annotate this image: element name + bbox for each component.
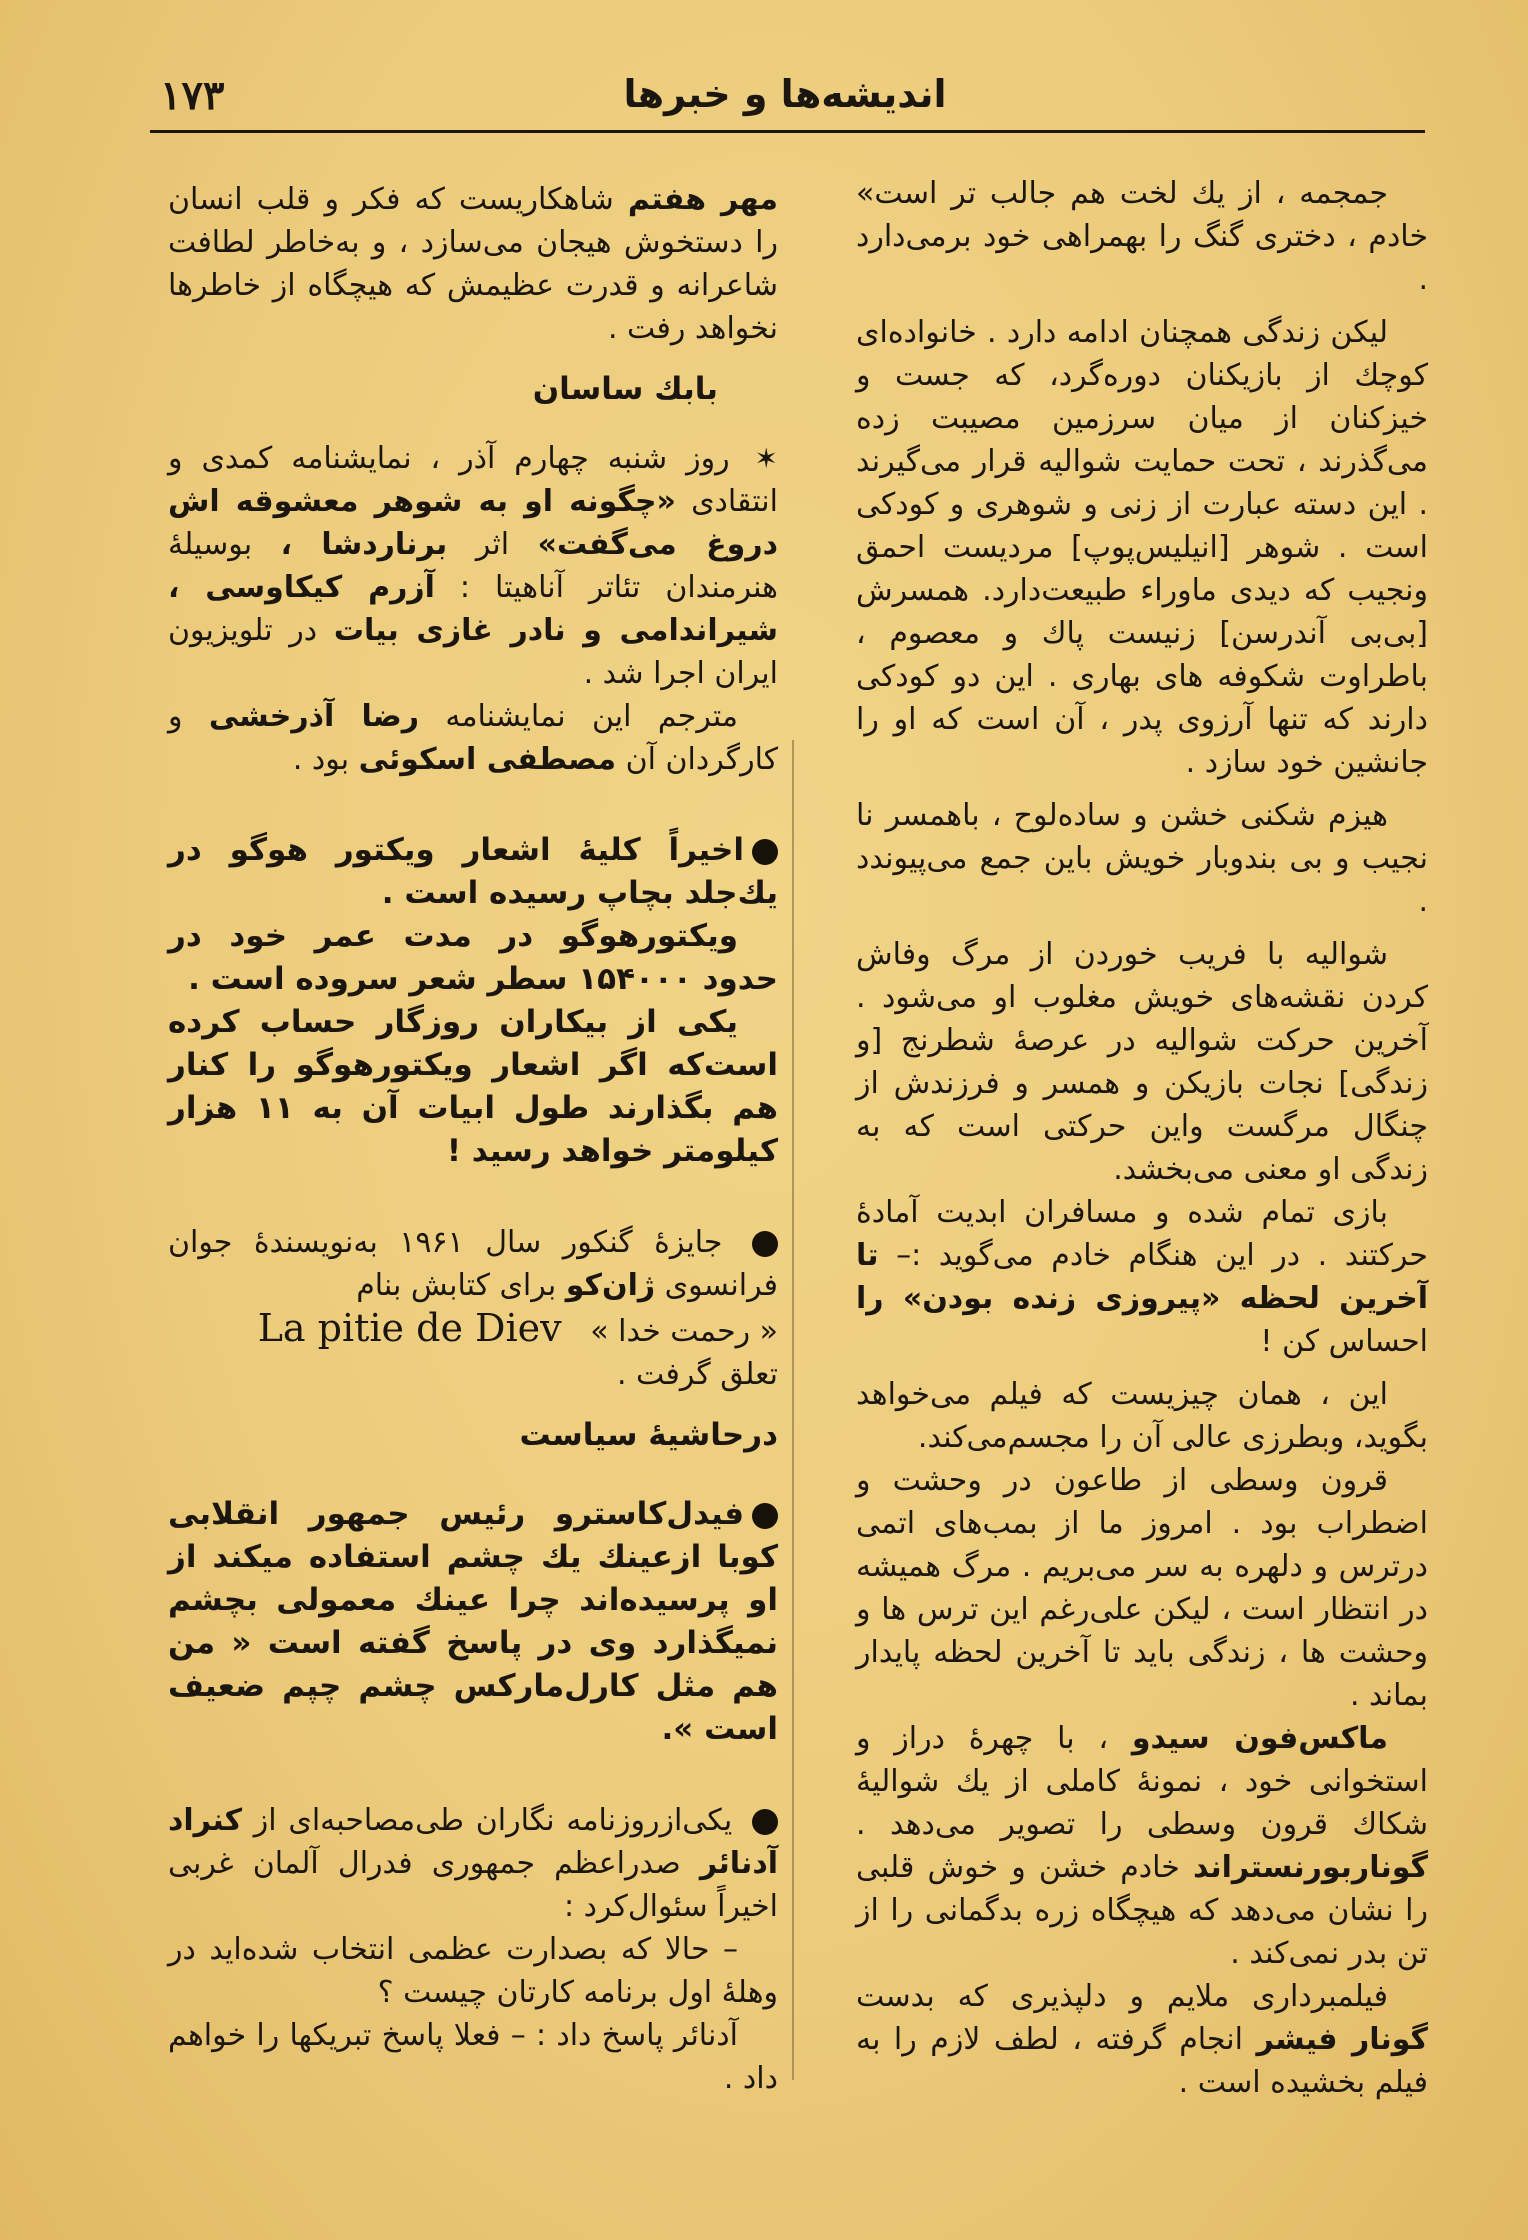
news-item-hugo: اخیراً کلیهٔ اشعار ویکتور هوگو در یك‌جلد بچاپ رسیده است . ویکتورهوگو در مدت عمر خود در حدود ۱۵۴۰۰۰ سطر شعر سروده است . یکی از بیکاران روزگار حساب کرده است‌که اگر اشعار ویکتورهوگو را کنار هم بگذارند طول ابیات آن به ۱۱ هزار کیلومتر خواهد رسید ! [168,832,779,1169]
quote-bold: تا آخرین لحظه «پیروزی زنده بودن» را [856,1238,1428,1316]
bullet-icon [752,1503,778,1529]
paragraph: این ، همان چیزیست که فیلم می‌خواهد بگوید، وبطرزی عالی آن را مجسم‌می‌کند. [856,1377,1428,1455]
header-rule [150,130,1425,133]
author-name: بابك ساسان [532,371,718,407]
news-item-castro: فیدل‌کاسترو رئیس جمهور انقلابی کوبا ازعینك یك چشم استفاده میکند از او پرسیده‌اند چرا عینك معمولی بچشم نمیگذارد وی در پاسخ گفته است « من هم مثل کارل‌مارکس چشم چپم ضعیف است ». [168,1496,778,1747]
cinematographer-name: گونار فیشر [1256,2022,1429,2057]
paragraph: جمجمه ، از یك لخت هم جالب تر است» خادم ، دختری گنگ را بهمراهی خود برمی‌دارد . [856,176,1428,297]
right-column [856,172,1428,2104]
page-header [150,62,1420,122]
paragraph: شوالیه با فریب خوردن از مرگ وفاش کردن نقشه‌های خویش مغلوب او می‌شود . آخرین حرکت شوالیه در عرصهٔ شطرنج [و زندگی] نجات بازیکن و همسر و فرزندش از چنگال مرگست واین حرکتی است که به زندگی او معنی می‌بخشد. [856,937,1428,1187]
paragraph: لیکن زندگی همچنان ادامه دارد . خانواده‌ای کوچك از بازیکنان دوره‌گرد، که جست و خیزکنان از میان سرزمین مصیبت زده می‌گذرند ، تحت حمایت شوالیه قرار می‌گیرند . این دسته عبارت از زنی و شوهری و کودکی است . شوهر [انیلیس‌پوپ] مردیست احمق ونجیب که دیدی ماوراء طبیعت‌دارد. همسرش [بی‌بی آندرسن] زنیست پاك و معصوم ، باطراوت شکوفه های بهاری . این دو کودکی دارند که تنها آرزوی پدر ، آن است که او را جانشین خود سازد . [856,315,1428,780]
section-title: درحاشیهٔ سیاست [519,1417,778,1453]
bullet-icon [752,839,778,865]
paragraph: فیلمبرداری ملایم و دلپذیری که بدست گونار فیشر انجام گرفته ، لطف لازم را به فیلم بخشیده است . [856,1979,1429,2100]
page-number: ۱۷۳ [160,72,225,119]
running-title: اندیشه‌ها و خبرها [623,72,947,116]
news-item: ✶ روز شنبه چهارم آذر ، نمایشنامه کمدی و انتقادی «چگونه او به شوهر معشوقه اش دروغ می‌گفت» اثر برناردشا ، بوسیلهٔ هنرمندان تئاتر آناهیتا : آزرم کیکاوسی ، شیراندامی و نادر غازی بیات در تلویزیون ایران اجرا شد . [168,441,779,691]
latin-title: La pitie de Diev [257,1306,562,1350]
news-item-adenauer: یکی‌ازروزنامه نگاران طی‌مصاحبه‌ای از کنراد آدنائر صدراعظم جمهوری فدرال آلمان غربی اخیراً سئوال‌کرد : [168,1803,778,1924]
star-icon: ✶ [754,442,778,475]
bullet-icon [752,1809,778,1835]
paragraph: قرون وسطی از طاعون در وحشت و اضطراب بود . امروز ما از بمب‌های اتمی درترس و دلهره به سر می‌بریم . مرگ همیشه در انتظار است ، لیکن علی‌رغم این ترس ها و وحشت ها ، زندگی باید تا آخرین لحظه پایدار بماند . [856,1463,1428,1713]
column-divider [792,740,794,2080]
paragraph: بازی تمام شده و مسافران ابدیت آمادهٔ حرکتند . در این هنگام خادم می‌گوید :– تا آخرین لحظه «پیروزی زنده بودن» را احساس کن ! [856,1195,1428,1359]
paragraph: ماکس‌فون سیدو ، با چهرهٔ دراز و استخوانی خود ، نمونهٔ کاملی از یك شوالیهٔ شکاك قرون وسطی را تصویر می‌دهد . گونار‌بورنستراند خادم خشن و خوش قلبی را نشان می‌دهد که هیچگاه زره بدگمانی را از تن بدر نمی‌کند . [856,1721,1428,1971]
paragraph: هیزم شکنی خشن و ساده‌لوح ، باهمسر نا نجیب و بی بندوبار خویش باین جمع می‌پیوندد . [856,798,1428,919]
actor-name: ماکس‌فون سیدو [1131,1721,1388,1756]
film-title: مهر هفتم [627,182,778,217]
news-item-goncourt: جایزهٔ گنکور سال ۱۹۶۱ به‌نویسندهٔ جوان فرانسوی ژان‌کو برای کتابش بنام [168,1225,778,1303]
news-item: مترجم این نمایشنامه رضا آذرخشی و کارگردان آن مصطفی اسکوئی بود . [168,699,778,777]
paragraph: مهر هفتم شاهکاریست که فکر و قلب انسان را دستخوش هیجان می‌سازد ، و به‌خاطر لطافت شاعرانه و قدرت عظیمش که هیچگاه از خاطرها نخواهد رفت . [168,182,778,346]
bullet-icon [752,1231,778,1257]
actor-name: گونار‌بورنستراند [1193,1850,1428,1885]
left-column: مهر هفتم شاهکاریست که فکر و قلب انسان را دستخوش هیجان می‌سازد ، و به‌خاطر لطافت شاعرانه و قدرت عظیمش که هیچگاه از خاطرها نخواهد رفت . بابك ساسان ✶ روز شنبه چهارم آذر ، نمایشنامه کمدی و انتقادی «چگونه او به شوهر معشوقه اش دروغ می‌گفت» اثر برناردشا ، بوسیلهٔ هنرمندان تئاتر آناهیتا : آزرم کیکاوسی ، شیراندامی و نادر غازی بیات در تلویزیون ایران اجرا شد . مترجم این نمایشنامه رضا آذرخشی و کارگردان آن مصطفی اسکوئی بود . اخیراً کلیهٔ اشعار ویکتور هوگو در یك‌جلد بچاپ رسیده است . ویکتورهوگو در مدت عمر خود در حدود ۱۵۴۰۰۰ سطر شعر سروده است . یکی از بیکاران روزگار حساب کرده است‌که اگر اشعار ویکتورهوگو را کنار هم بگذارند طول ابیات آن به ۱۱ هزار کیلومتر خواهد رسید ! جایزهٔ گنکور سال ۱۹۶۱ به‌نویسندهٔ جوان فرانسوی ژان‌کو برای کتابش بنام « رحمت خدا » La pitie de Diev تعلق گرفت . درحاشیهٔ سیاست فیدل‌کاسترو رئیس جمهور انقلابی کوبا ازعینك یك چشم استفاده میکند از او پرسیده‌اند چرا عینك معمولی بچشم نمیگذارد وی در پاسخ گفته است « من هم مثل کارل‌مارکس چشم چپم ضعیف است ». یکی‌ازروزنامه نگاران طی‌مصاحبه‌ای از کنراد آدنائر صدراعظم جمهوری فدرال آلمان غربی اخیراً سئوال‌کرد : – حالا که بصدارت عظمی انتخاب شده‌اید در وهلهٔ اول برنامه کارتان چیست ؟ آدنائر پاسخ داد : – فعلا پاسخ تبریکها را خواهم داد . [168,178,778,2100]
